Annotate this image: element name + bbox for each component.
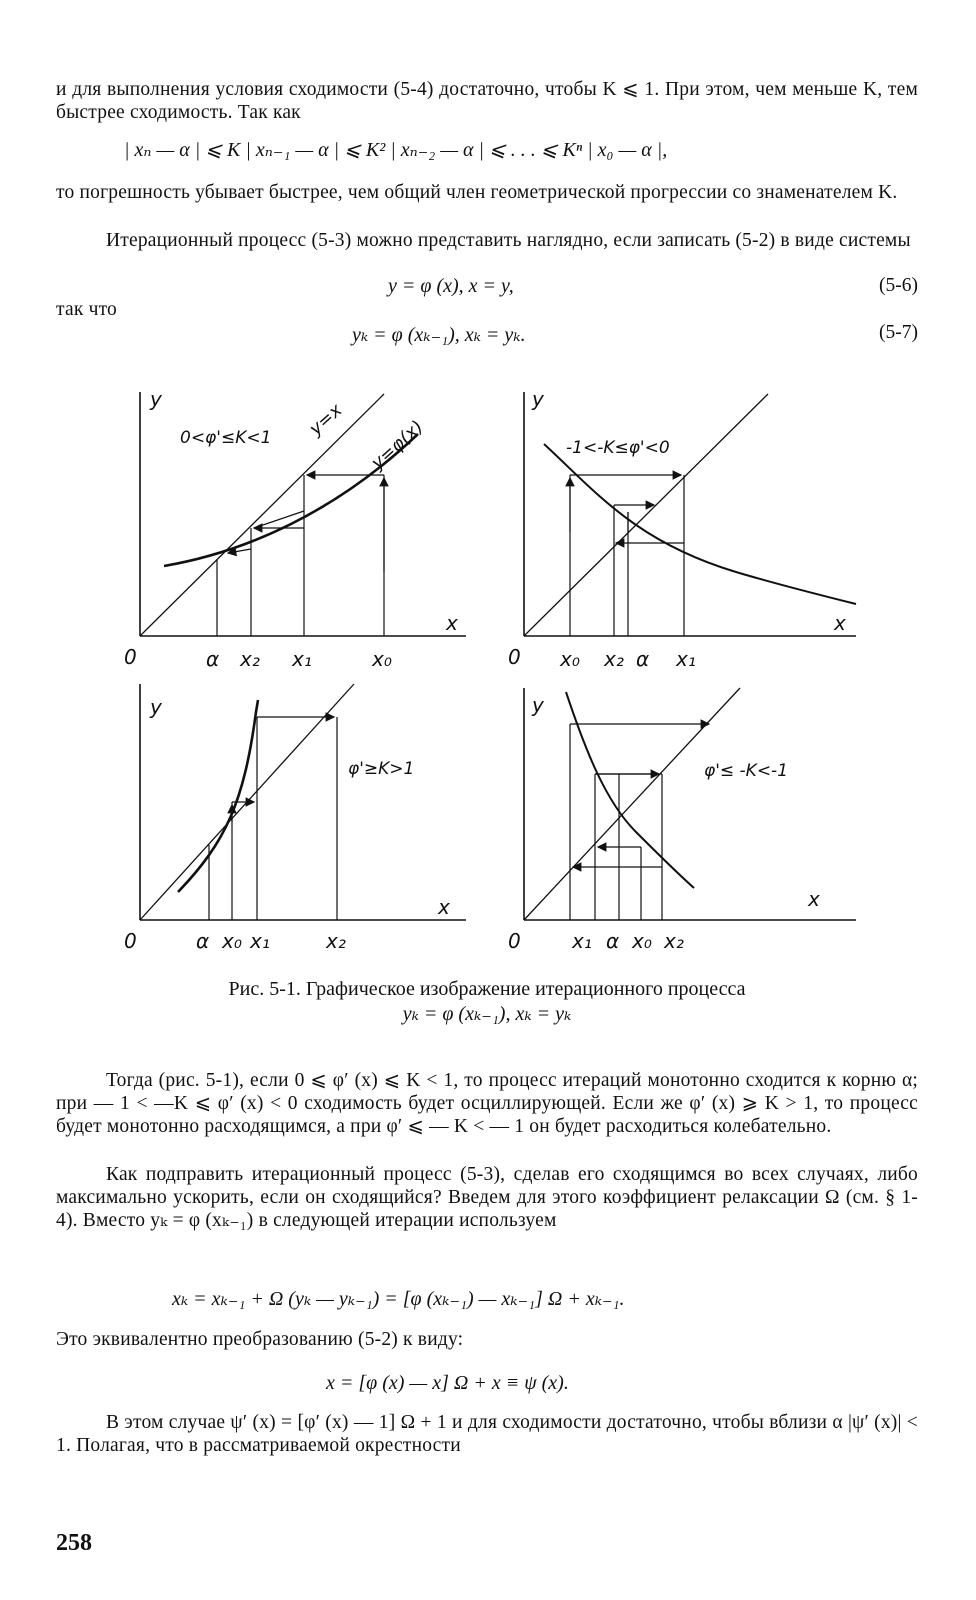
paragraph-3: Итерационный процесс (5-3) можно представить наглядно, если записать (5-2) в виде системы [106,230,911,251]
panel-d-condition: φ'≤ -K<-1 [704,761,789,781]
figure-svg [116,372,866,962]
panel-b-tick-x2: x₂ [604,647,624,671]
panel-c [140,684,466,920]
equation-number-5-7: (5-7) [879,322,918,343]
equation-5-7: yₖ = φ (xₖ₋₁), xₖ = yₖ. [352,324,526,346]
panel-d-axis-y-label: y [532,693,544,717]
equation-5-6: y = φ (x), x = y, [388,275,514,297]
panel-a-axis-x-label: x [446,611,458,635]
panel-a-origin: 0 [124,645,137,669]
panel-b [524,392,856,636]
panel-d [524,688,856,920]
paragraph-7: В этом случае ψ′ (x) = [φ′ (x) — 1] Ω + 1 и для сходимости достаточно, чтобы вблизи α |ψ′ (x)| < 1. Полагая, что в рассматриваемой окрестности [56,1412,918,1456]
panel-a-curve-label: y=φ(x) [367,416,428,474]
panel-c-tick-x2: x₂ [326,929,346,953]
panel-c-tick-alpha: α [196,929,210,953]
panel-c-tick-x1: x₁ [250,929,270,953]
paragraph-4: Тогда (рис. 5-1), если 0 ⩽ φ′ (x) ⩽ K < 1, то процесс итераций монотонно сходится к корню α; при — 1 < —K ⩽ φ′ (x) < 0 сходимость будет осциллирующей. Если же φ′ (x) ⩾ K > 1, то процесс будет монотонно расходящимся, а при φ′ ⩽ — K < — 1 он будет расходиться колебательно. [56,1070,918,1137]
panel-a-tick-x2: x₂ [240,647,260,671]
panel-d-curve-phi [566,692,694,888]
panel-d-axis-x-label: x [808,887,820,911]
panel-b-line-y-eq-x [524,394,768,636]
panel-c-condition: φ'≥K>1 [348,759,415,779]
panel-a-axis-y-label: y [150,387,162,411]
figure-caption-line-2: yₖ = φ (xₖ₋₁), xₖ = yₖ [402,1003,572,1025]
paragraph-2: то погрешность убывает быстрее, чем общий член геометрической прогрессии со знаменателем K. [56,182,898,203]
text-tak-chto: так что [56,299,117,320]
page-number: 258 [56,1530,92,1556]
panel-b-tick-alpha: α [636,647,650,671]
panel-c-axis-x-label: x [438,895,450,919]
equation-number-5-6: (5-6) [879,275,918,296]
panel-d-tick-x0: x₀ [632,929,652,953]
panel-b-axis-y-label: y [532,387,544,411]
panel-c-tick-x0: x₀ [222,929,242,953]
panel-d-tick-x2: x₂ [664,929,684,953]
panel-d-tick-x1: x₁ [572,929,592,953]
panel-a-line-label: y=x [305,399,347,440]
panel-c-curve-phi [178,700,258,892]
panel-a-tick-alpha: α [206,647,220,671]
panel-b-condition: -1<-K≤φ'<0 [566,438,670,458]
panel-a-tick-x0: x₀ [372,647,392,671]
paragraph-1: и для выполнения условия сходимости (5-4) достаточно, чтобы K ⩽ 1. При этом, чем меньше K, тем быстрее сходимость. Так как [56,79,918,123]
panel-d-tick-alpha: α [606,929,620,953]
panel-a-condition: 0<φ'≤K<1 [180,428,272,448]
panel-b-curve-phi [544,444,856,604]
panel-d-line-y-eq-x [524,688,740,920]
equation-inequality-chain: | xₙ — α | ⩽ K | xₙ₋₁ — α | ⩽ K² | xₙ₋₂ — α | ⩽ . . . ⩽ Kⁿ | x₀ — α |, [124,139,668,161]
panel-a-tick-x1: x₁ [292,647,312,671]
panel-b-tick-x0: x₀ [560,647,580,671]
panel-c-origin: 0 [124,929,137,953]
paragraph-5: Как подправить итерационный процесс (5-3), сделав его сходящимся во всех случаях, либо максимально ускорить, если он сходящийся? Введем для этого коэффициент релаксации Ω (см. § 1-4). Вместо yₖ = φ (xₖ₋₁) в следующей итерации используем [56,1164,918,1231]
panel-b-tick-x1: x₁ [676,647,696,671]
panel-d-origin: 0 [508,929,521,953]
paragraph-6: Это эквивалентно преобразованию (5-2) к виду: [56,1329,464,1350]
equation-relaxation: xₖ = xₖ₋₁ + Ω (yₖ — yₖ₋₁) = [φ (xₖ₋₁) — xₖ₋₁] Ω + xₖ₋₁. [172,1288,625,1310]
panel-b-origin: 0 [508,645,521,669]
panel-b-axis-x-label: x [834,611,846,635]
panel-c-axis-y-label: y [150,695,162,719]
figure-5-1 [116,372,866,962]
equation-psi: x = [φ (x) — x] Ω + x ≡ ψ (x). [326,1372,569,1394]
figure-caption-line-1: Рис. 5-1. Графическое изображение итерационного процесса [228,978,746,1000]
